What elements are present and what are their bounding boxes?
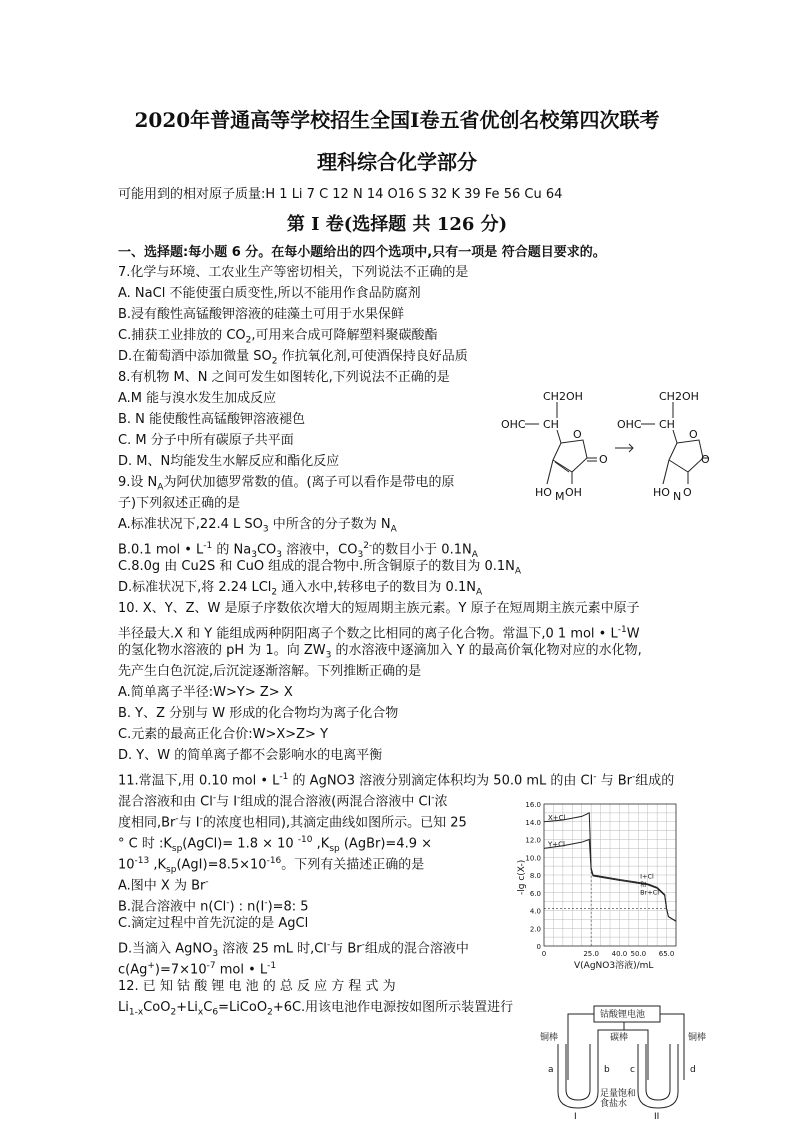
q10-option-d: D. Y、W 的简单离子都不会影响水的电离平衡 <box>118 748 383 763</box>
y-tick-label: 10.0 <box>525 854 541 863</box>
x-tick-label: 0 <box>541 950 547 958</box>
q9-option-b: B.0.1 mol • $L^{-1}$ 的 $Na_3CO_3$ 溶液中，$CO_3^{2-}$的数目小于 $0.1N_A$ <box>118 541 478 560</box>
y-tick-label: 0 <box>536 943 541 951</box>
exam-title: 2020年普通高等学校招生全国I卷五省优创名校第四次联考 <box>134 108 660 132</box>
series-label-1: Y+Cl <box>548 840 565 849</box>
y-tick-label: 6.0 <box>529 889 541 898</box>
x-tick-label: 65.0 <box>658 950 675 958</box>
q8-option-b: B. N 能使酸性高锰酸钾溶液褪色 <box>118 412 306 427</box>
x-tick-label: 40.0 <box>611 950 628 958</box>
q9-stem: 9.设 $N_A$为阿伏加德罗常数的值。(离子可以看作是带电的原 <box>118 475 455 493</box>
q11-line1: 11.常温下,用 0.10 mol • $L^{-1}$ 的 AgNO3 溶液分别滴定体积均为 50.0 mL 的由 Cl- 与 Br-组成的 <box>118 772 675 789</box>
n-ohc: OHC <box>617 418 642 431</box>
q8-structure-figure <box>495 388 710 503</box>
q9-option-d: D.标准状况下,将 2.24 LCl$_2$ 通入水中,转移电子的数目为 $0.1N_A$ <box>118 580 483 598</box>
cu-rod-left-label: 铜棒 <box>540 1033 559 1043</box>
annotation-label: I+Cl <box>640 872 654 881</box>
q11-line5: $10^{-13}$ $,K_{sp}(AgI)=8.5\times 10^{-16}$。下列有关描述正确的是 <box>118 856 425 875</box>
electrode-b: b <box>604 1065 610 1075</box>
q10-line4: 先产生白色沉淀,后沉淀逐渐溶解。下列推断正确的是 <box>118 664 422 679</box>
q12-line1: 12. 已 知 钴 酸 锂 电 池 的 总 反 应 方 程 式 为 <box>118 979 396 994</box>
y-tick-label: 2.0 <box>529 925 541 934</box>
chart-ylabel: -lg c(X-) <box>517 859 527 895</box>
exam-subtitle: 理科综合化学部分 <box>317 150 477 174</box>
salt-label: 足量饱和 <box>600 1089 637 1099</box>
q10-line1: 10. X、Y、Z、W 是原子序数依次增大的短周期主族元素。Y 原子在短周期主族元素中原子 <box>118 601 640 616</box>
y-tick-label: 8.0 <box>529 872 541 880</box>
q10-option-b: B. Y、Z 分别与 W 形成的化合物均为离子化合物 <box>118 706 399 721</box>
q7-option-d: D.在葡萄酒中添加微量 $SO_2$ 作抗氧化剂,可使酒保持良好品质 <box>118 349 468 367</box>
q9-option-c: C.8.0g 由 Cu2S 和 CuO 组成的混合物中.所含铜原子的数目为 $0.1N_A$ <box>118 559 522 577</box>
n-carbonyl-o: O <box>701 453 710 466</box>
battery-label: 钴酸锂电池 <box>600 1010 646 1020</box>
q11-option-d-cont: $c(Ag^+)=7\times 10^{-7}$ mol • $L^{-1}$ <box>118 961 277 978</box>
n-o: O <box>683 486 692 499</box>
n-ch: CH <box>659 418 675 431</box>
electrode-c: c <box>630 1065 635 1075</box>
q11-option-a: A.图中 X 为 Br- <box>118 877 209 894</box>
q8-stem: 8.有机物 M、N 之间可发生如图转化,下列说法不正确的是 <box>118 370 450 385</box>
q10-option-c: C.元素的最高正化合价:W>X>Z> Y <box>118 727 329 742</box>
m-ho: HO <box>535 486 552 499</box>
q8-option-d: D. M、N均能发生水解反应和酯化反应 <box>118 454 340 469</box>
q11-line4: ° C 时 $:K_{sp}(AgCl)= 1.8 \times 10$ $^{-10}$ $,K_{sp}$ (AgBr)=4.9 × <box>118 835 432 854</box>
chart-xlabel: V(AgNO3溶液)/mL <box>574 961 654 971</box>
u-tube-1-label: I <box>574 1112 577 1122</box>
cu-rod-right-label: 铜棒 <box>688 1033 707 1043</box>
q10-option-a: A.简单离子半径:W>Y> Z> X <box>118 685 293 700</box>
electrode-d: d <box>690 1065 696 1075</box>
annotation-label: 和 <box>640 880 647 889</box>
m-ch: CH <box>543 418 559 431</box>
m-ring-o: O <box>573 428 582 441</box>
q11-option-d: D.当滴入 AgNO$_3$ 溶液 25 mL 时,Cl-与 Br-组成的混合溶液中 <box>118 940 469 959</box>
annotation-label: Br+Cl <box>640 888 660 897</box>
carbon-rod-label: 碳棒 <box>610 1033 629 1043</box>
m-ch2oh: CH2OH <box>543 390 583 403</box>
q11-option-c: C.滴定过程中首先沉淀的是 AgCl <box>118 916 309 931</box>
atomic-masses: 可能用到的相对原子质量:H 1 Li 7 C 12 N 14 O16 S 32 K 39 Fe 56 Cu 64 <box>118 187 563 202</box>
q11-line2: 混合溶液和由 Cl-与 I-组成的混合溶液(两混合溶液中 Cl-浓 <box>118 793 448 810</box>
x-tick-label: 25.0 <box>583 950 599 958</box>
salt-label-2: 食盐水 <box>600 1099 628 1109</box>
m-oh: OH <box>565 486 582 499</box>
y-tick-label: 12.0 <box>525 836 541 845</box>
y-tick-label: 14.0 <box>525 818 541 827</box>
y-tick-label: 16.0 <box>525 801 541 809</box>
m-carbonyl-o: O <box>599 453 608 466</box>
q11-option-b: B.混合溶液中 n(Cl-) : n(I-)=8: 5 <box>118 898 309 915</box>
q10-line3: 的氢化物水溶液的 pH 为 1。向 $ZW_3$ 的水溶液中逐滴加入 Y 的最高价氧化物对应的水化物, <box>118 643 642 661</box>
n-ch2oh: CH2OH <box>659 390 699 403</box>
q7-option-b: B.浸有酸性高锰酸钾溶液的硅藻土可用于水果保鲜 <box>118 307 405 322</box>
q8-option-c: C. M 分子中所有碳原子共平面 <box>118 433 294 448</box>
q12-line2: $Li_{1-x}CoO_2+Li_xC_6=LiCoO_2+6C$.用该电池作电源按如图所示装置进行 <box>118 1000 514 1018</box>
m-label: M <box>555 490 565 503</box>
x-tick-label: 50.0 <box>630 950 647 958</box>
m-ohc: OHC <box>501 418 526 431</box>
q11-line3: 度相同,Br-与 I-的浓度也相同),其滴定曲线如图所示。已知 25 <box>118 814 467 831</box>
q9-option-a: A.标准状况下,22.4 L $SO_3$ 中所含的分子数为 $N_A$ <box>118 517 397 535</box>
electrolysis-apparatus <box>538 1000 714 1120</box>
n-label: N <box>673 490 682 503</box>
section-instruction: 一、选择题:每小题 6 分。在每小题给出的四个选项中,只有一项是 符合题目要求的。 <box>118 245 606 260</box>
series-label-0: X+Cl <box>548 813 566 822</box>
q7-option-a: A. NaCl 不能使蛋白质变性,所以不能用作食品防腐剂 <box>118 286 421 301</box>
q9-stem-cont: 子)下列叙述正确的是 <box>118 496 241 511</box>
titration-chart <box>516 796 686 974</box>
q7-stem: 7.化学与环境、工农业生产等密切相关，下列说法不正确的是 <box>118 265 469 280</box>
n-ho: HO <box>653 486 670 499</box>
section-title: 第 I 卷(选择题 共 126 分) <box>286 214 508 235</box>
q8-option-a: A.M 能与溴水发生加成反应 <box>118 391 277 406</box>
q10-line2: 半径最大.X 和 Y 能组成两种阴阳离子个数之比相同的离子化合物。常温下,0 1 mol • $L^{-1}W$ <box>118 625 640 642</box>
n-ring-o: O <box>689 428 698 441</box>
q7-option-c: C.捕获工业排放的 $CO_2$,可用来合成可降解塑料聚碳酸酯 <box>118 328 438 346</box>
electrode-a: a <box>548 1065 554 1075</box>
y-tick-label: 4.0 <box>529 907 541 916</box>
u-tube-2-label: II <box>654 1112 660 1122</box>
